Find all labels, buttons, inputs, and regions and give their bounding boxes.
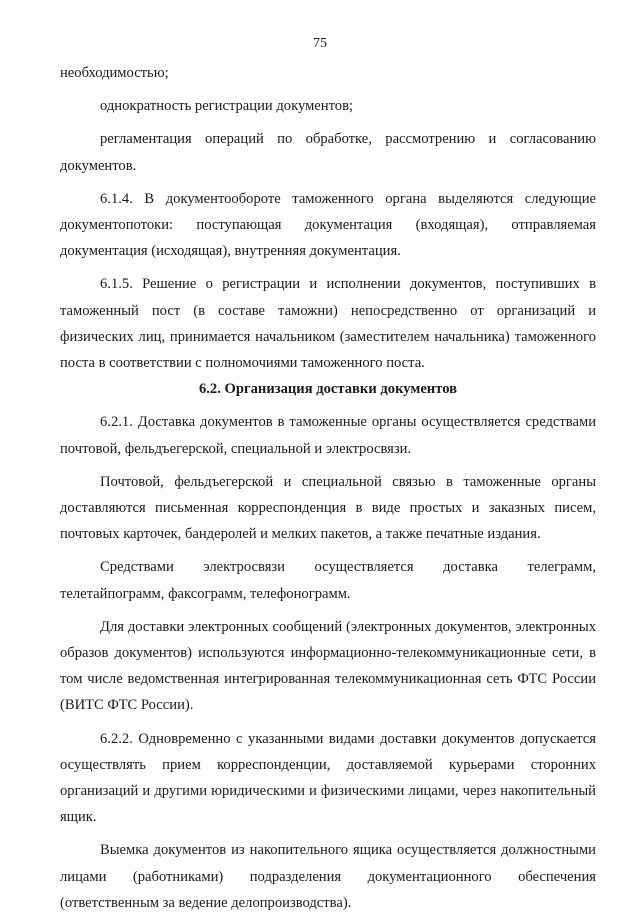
paragraph-6-2-1: 6.2.1. Доставка документов в таможенные органы осуществляется средствами почтовой, фельдъегерской, специальной и электросвязи. xyxy=(60,414,596,457)
paragraph-regulation: регламентация операций по обработке, рассмотрению и согласованию документов. xyxy=(60,131,596,174)
paragraph-telecom-delivery: Средствами электросвязи осуществляется доставка телеграмм, телетайпограмм, факсограмм, телефонограмм. xyxy=(60,559,596,602)
paragraph-necessity: необходимостью; xyxy=(60,65,169,81)
paragraph-single-registration: однократность регистрации документов; xyxy=(100,98,354,115)
paragraph-mailbox-collection: Выемка документов из накопительного ящика осуществляется должностными лицами (работниками) подразделения документационного обеспечения (ответственным за ведение делопроизводства). xyxy=(60,842,596,911)
paragraph-6-1-4: 6.1.4. В документообороте таможенного органа выделяются следующие документопотоки: поступающая документация (входящая), отправляемая документация (исходящая), внутренняя документация. xyxy=(60,190,596,260)
paragraph-postal-delivery: Почтовой, фельдъегерской и специальной связью в таможенные органы доставляются письменная корреспонденция в виде простых и заказных писем, почтовых карточек, бандеролей и мелких пакетов, а также печатные издания. xyxy=(60,473,596,543)
document-body xyxy=(60,60,596,916)
page-number: 75 xyxy=(313,36,327,51)
paragraph-6-1-5: 6.1.5. Решение о регистрации и исполнении документов, поступивших в таможенный пост (в составе таможни) непосредственно от организаций и физических лиц, принимается начальником (заместителем начальника) таможенного поста в соответствии с полномочиями таможенного поста. xyxy=(60,276,596,372)
paragraph-6-2-2: 6.2.2. Одновременно с указанными видами доставки документов допускается осуществлять прием корреспонденции, доставляемой курьерами сторонних организаций и другими юридическими и физическими лицами, через накопительный ящик. xyxy=(60,730,596,826)
paragraph-electronic-messages: Для доставки электронных сообщений (электронных документов, электронных образов документов) используются информационно-телекоммуникационные сети, в том числе ведомственная интегрированная телекоммуникационная сеть ФТС России (ВИТС ФТС России). xyxy=(60,618,596,714)
section-heading-6-2: 6.2. Организация доставки документов xyxy=(198,381,458,398)
